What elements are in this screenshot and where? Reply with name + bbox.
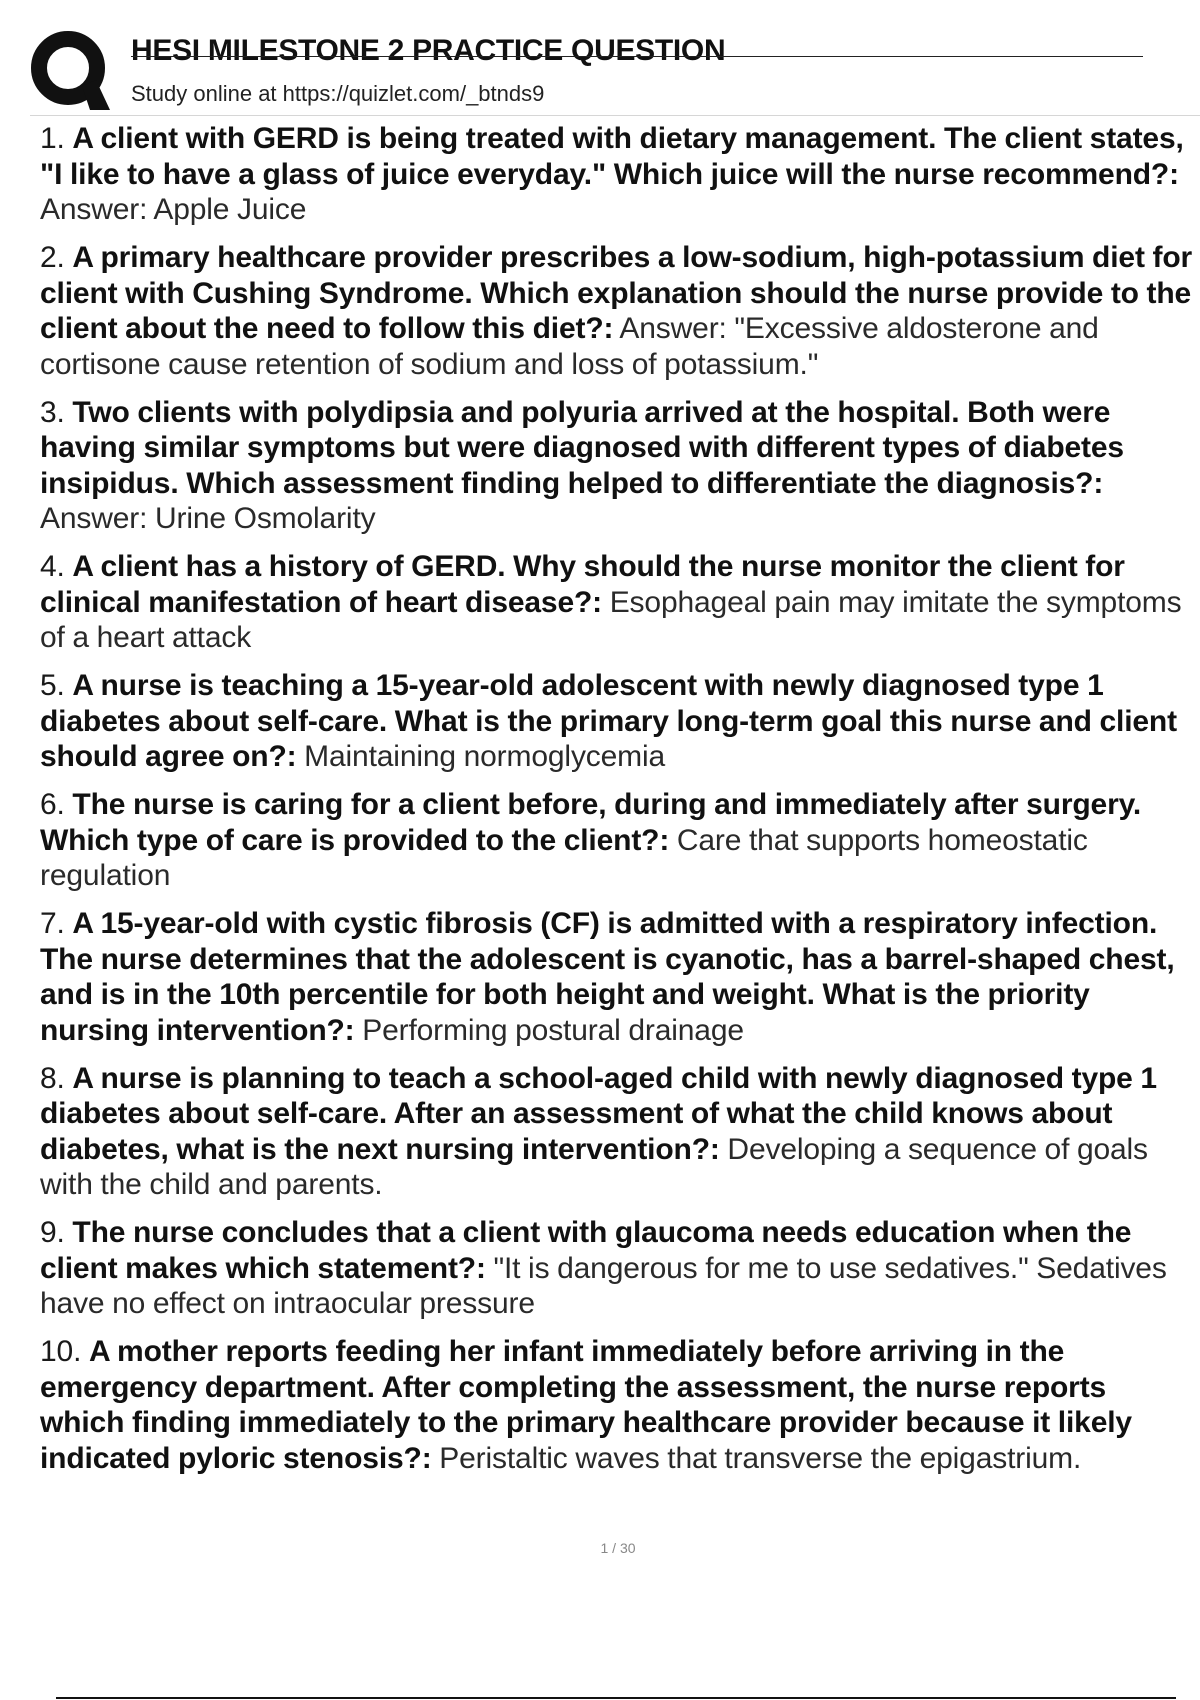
question-number: 6. xyxy=(40,788,73,821)
answer-text: Performing postural drainage xyxy=(354,1013,744,1047)
study-link-text: Study online at https://quizlet.com/_btnds9 xyxy=(131,81,545,106)
question-item-1 xyxy=(40,121,1195,228)
question-item-4 xyxy=(40,549,1195,656)
page-indicator: 1 / 30 xyxy=(600,1540,636,1556)
question-item-6 xyxy=(40,787,1195,894)
answer-text: Answer: Urine Osmolarity xyxy=(40,502,376,535)
quizlet-logo-icon xyxy=(30,30,112,112)
question-text: A 15-year-old with cystic fibrosis (CF) is admitted with a respiratory infection. The nurse determines that the adolescent is cyanotic, has a barrel-shaped chest, and is in the 10th percentile for both height and weight. What is the priority nursing intervention?: xyxy=(40,907,1175,1047)
question-text: A nurse is teaching a 15-year-old adolescent with newly diagnosed type 1 diabetes about self-care. What is the primary long-term goal this nurse and client should agree on?: xyxy=(40,669,1177,773)
answer-text: Maintaining normoglycemia xyxy=(296,740,666,773)
question-item-8 xyxy=(40,1061,1195,1203)
question-item-2 xyxy=(40,240,1195,382)
answer-text: Answer: Apple Juice xyxy=(40,193,307,226)
question-number: 3. xyxy=(40,395,73,429)
question-item-5 xyxy=(40,668,1195,775)
answer-text: Care that supports homeostatic regulation xyxy=(40,823,1088,892)
header-divider xyxy=(30,115,1200,116)
question-number: 1. xyxy=(40,122,73,155)
document-header xyxy=(0,0,1200,118)
answer-text: Peristaltic waves that transverse the epigastrium. xyxy=(431,1441,1082,1475)
question-number: 8. xyxy=(40,1061,73,1095)
answer-text: Esophageal pain may imitate the symptoms of a heart attack xyxy=(40,585,1182,654)
question-list xyxy=(40,121,1195,1489)
question-number: 9. xyxy=(40,1216,73,1249)
answer-text: Developing a sequence of goals with the child and parents. xyxy=(40,1132,1148,1201)
question-text: The nurse is caring for a client before, during and immediately after surgery. Which type of care is provided to the client?: xyxy=(40,788,1142,857)
answer-text: "It is dangerous for me to use sedatives." Sedatives have no effect on intraocular pressure xyxy=(40,1251,1167,1320)
question-number: 5. xyxy=(40,669,73,702)
footer-divider xyxy=(56,1697,1176,1699)
question-text: Two clients with polydipsia and polyuria arrived at the hospital. Both were having similar symptoms but were diagnosed with different types of diabetes insipidus. Which assessment finding helped to differentiate the diagnosis?: xyxy=(40,395,1124,500)
question-item-3 xyxy=(40,395,1195,537)
question-text: A client with GERD is being treated with dietary management. The client states, "I like to have a glass of juice everyday." Which juice will the nurse recommend?: xyxy=(40,122,1184,191)
question-number: 2. xyxy=(40,241,73,274)
question-text: A client has a history of GERD. Why should the nurse monitor the client for clinical manifestation of heart disease?: xyxy=(40,550,1125,619)
question-text: A nurse is planning to teach a school-aged child with newly diagnosed type 1 diabetes about self-care. After an assessment of what the child knows about diabetes, what is the next nursing intervention?: xyxy=(40,1061,1157,1166)
question-number: 7. xyxy=(40,907,73,940)
question-text: A primary healthcare provider prescribes a low-sodium, high-potassium diet for client with Cushing Syndrome. Which explanation should the nurse provide to the client about the need to follow this diet?: xyxy=(40,241,1193,345)
document-title: HESI MILESTONE 2 PRACTICE QUESTION xyxy=(131,34,726,67)
question-text: A mother reports feeding her infant immediately before arriving in the emergency department. After completing the assessment, the nurse reports which finding immediately to the primary healthcare provider because it likely indicated pyloric stenosis?: xyxy=(40,1335,1132,1475)
answer-text: Answer: "Excessive aldosterone and cortisone cause retention of sodium and loss of potassium." xyxy=(40,312,1099,381)
question-number: 10. xyxy=(40,1335,89,1368)
question-item-10 xyxy=(40,1334,1195,1476)
question-text: The nurse concludes that a client with glaucoma needs education when the client makes which statement?: xyxy=(40,1216,1132,1285)
question-item-9 xyxy=(40,1215,1195,1322)
question-number: 4. xyxy=(40,550,73,583)
title-strike-rule xyxy=(131,56,1143,57)
question-item-7 xyxy=(40,906,1195,1048)
